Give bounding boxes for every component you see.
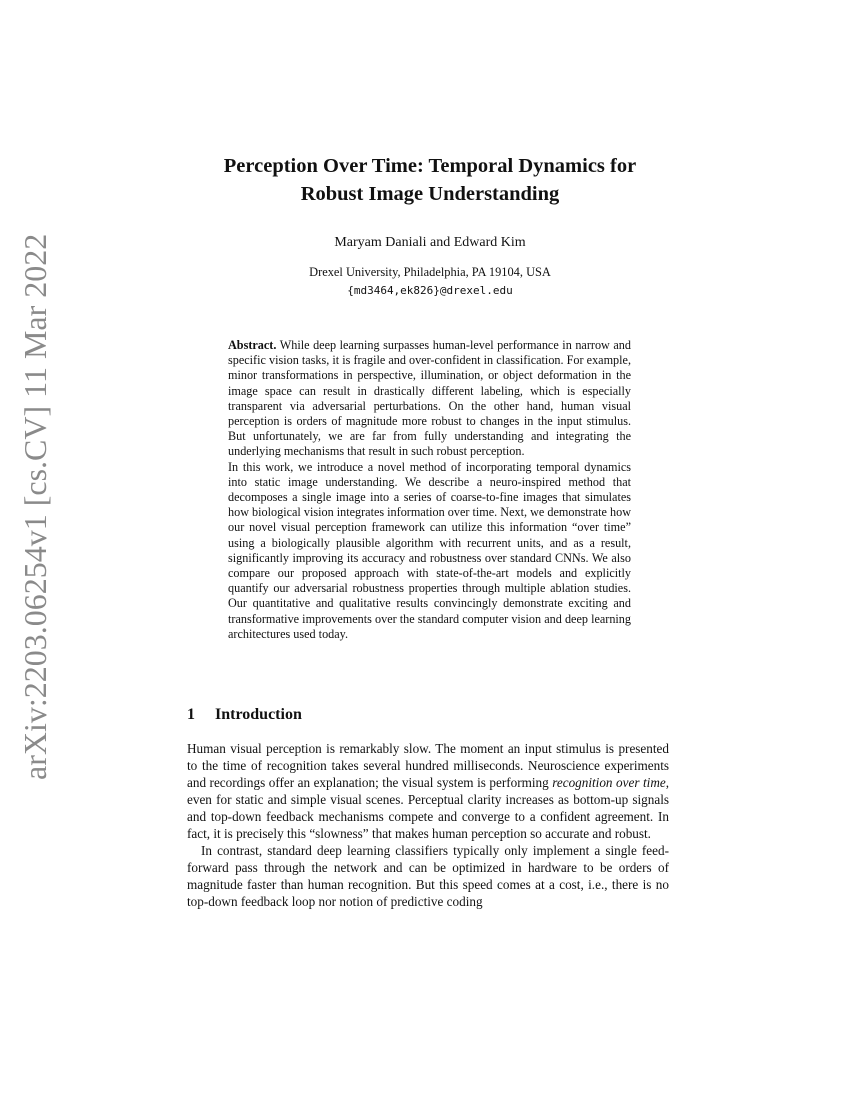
section-title: Introduction (215, 706, 302, 723)
abstract-label: Abstract. (228, 338, 277, 352)
paper-title-line-1: Perception Over Time: Temporal Dynamics for (223, 155, 637, 177)
introduction-emphasis: recognition over time (552, 775, 666, 790)
paper-title-line-2: Robust Image Understanding (300, 183, 560, 205)
introduction-paragraph-1-start: Human visual perception is remarkably slow. The moment an input stimulus is presented to the time of recognition takes several hundred milliseconds. Neuroscience experiments and recordings offer an explanation; the visual system is performing (187, 741, 669, 790)
paper-authors: Maryam Daniali and Edward Kim (334, 235, 526, 250)
introduction-paragraph-2: In contrast, standard deep learning classifiers typically only implement a single feed-forward pass through the network and can be optimized in hardware to be orders of magnitude faster than human recognition. But this speed comes at a cost, i.e., there is no top-down feedback loop nor notion of predictive coding (187, 843, 669, 909)
author-email (120, 282, 740, 299)
section-number: 1 (187, 706, 195, 723)
author-affiliation: Drexel University, Philadelphia, PA 19104, USA (309, 265, 551, 279)
introduction-body (187, 740, 669, 910)
abstract-paragraph-1 (228, 338, 631, 460)
section-heading-introduction (187, 704, 302, 726)
abstract-paragraph-2: In this work, we introduce a novel method of incorporating temporal dynamics into static image understanding. We describe a neuro-inspired method that decomposes a single image into a series of coarse-to-fine images that simulates how biological vision integrates information over time. Next, we demonstrate how our novel visual perception framework can utilize this information “over time” using a biologically plausible algorithm with recurrent units, and as a result, significantly improving its accuracy and robustness over standard CNNs. We also compare our proposed approach with state-of-the-art models and explicitly quantify our adversarial robustness properties through multiple ablation studies. Our quantitative and qualitative results convincingly demonstrate exciting and transformative improvements over the standard computer vision and deep learning architectures used today. (228, 459, 631, 641)
arxiv-identifier-stamp: arXiv:2203.06254v1 [cs.CV] 11 Mar 2022 (17, 233, 53, 780)
introduction-paragraph-1 (187, 740, 669, 842)
abstract-text-1: While deep learning surpasses human-level performance in narrow and specific vision tasks, it is fragile and over-confident in classification. For example, minor transformations in perspective, illumination, or object deformation in the image space can result in drastically different labeling, which is especially transparent via adversarial perturbations. On the other hand, human visual perception is orders of magnitude more robust to changes in the input stimulus. But unfortunately, we are far from fully understanding and integrating the underlying mechanisms that result in such robust perception. (228, 338, 631, 459)
introduction-paragraph-1-end: , even for static and simple visual scenes. Perceptual clarity increases as bottom-up signals and top-down feedback mechanisms compete and converge to a confident agreement. In fact, it is precisely this “slowness” that makes human perception so accurate and robust. (187, 775, 669, 841)
abstract (228, 338, 631, 642)
paper-title (120, 152, 740, 208)
author-email-address: {md3464,ek826}@drexel.edu (347, 284, 513, 297)
